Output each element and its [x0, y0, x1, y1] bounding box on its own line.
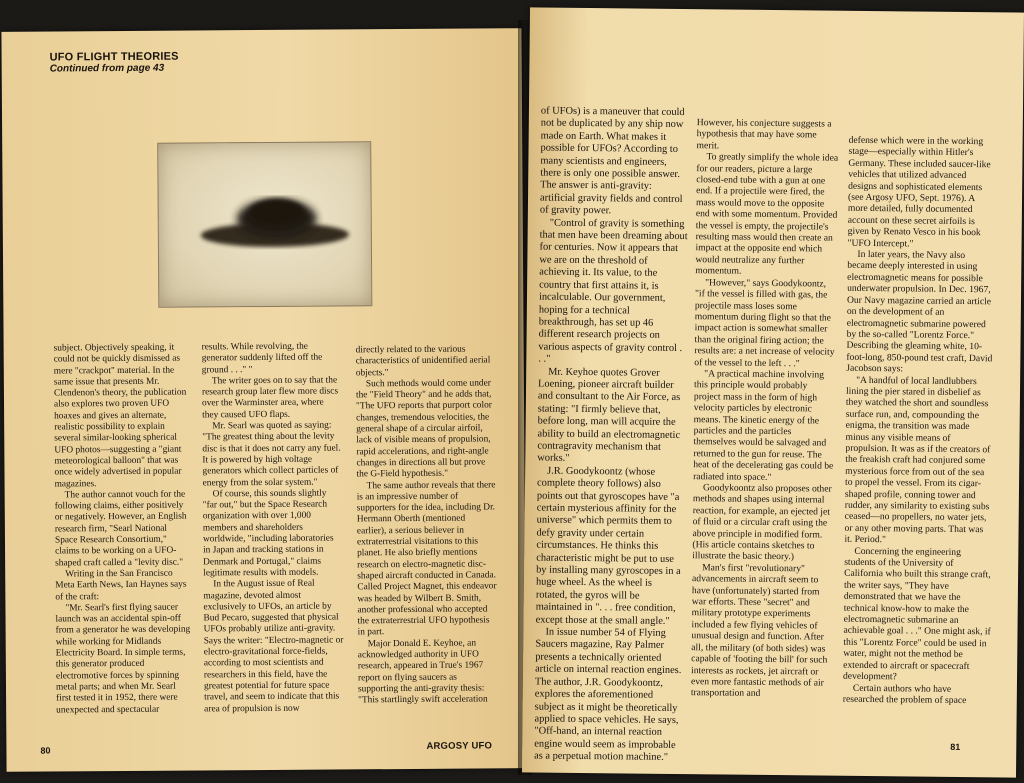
paragraph: The same author reveals that there is an impressive number of supporters for the idea, including Dr. Hermann Oberth (mentioned earlier), a serious believer in extraterrestrial visitations to this planet. He also briefly mentions research on electro-magnetic disc-shaped aircraft conducted in Canada. Called Project Magnet, this endeavor was headed by Wilbert B. Smith, another professional who accepted the extraterrestrial UFO hypothesis in part. — [356, 479, 497, 638]
paragraph: results. While revolving, the generator suddenly lifted off the ground . . ." " — [201, 341, 323, 376]
paragraph: "A handful of local landlubbers lining the pier stared in disbelief as they watched the short and soundless surface run, and, compounding the enigma, the transition was made minus any visible means of propulsion. It was as if the creators of the freakish craft had conjured some mysterious force from out of the sea to propel the vessel. From its cigar-shaped profile, conning tower and rudder, any similarity to existing subs ceased—no propellers, no water jets, or any other moving parts. That was it. Period." — [844, 374, 991, 546]
right-column-3 — [842, 135, 996, 737]
paragraph: Certain authors who have researched the problem of space — [842, 682, 967, 706]
paragraph: Of course, this sounds slightly "far out," but the Space Research organization with over 1,000 members and shareholders worldwide, "including laboratories in Japan and tracking stations in Denmark and Portugal," claims legitimate results with models. — [202, 488, 334, 579]
paragraph: "A practical machine involving this principle would probably project mass in the form of high velocity particles by electronic means. The kinetic energy of the particles and the particles themselves would be salvaged and returned to the gun for reuse. The heat of the decelerating gas could be radiated into space." — [693, 368, 834, 483]
paragraph: of UFOs) is a maneuver that could not be duplicated by any ship now made on Earth. What makes it possible for UFOs? According to many scientists and engineers, there is only one possible answer. The answer is anti-gravity: artificial gravity fields and control of gravity power. — [539, 105, 685, 217]
paragraph: Major Donald E. Keyhoe, an acknowledged authority in UFO research, appeared in True's 1967 report on flying saucers as supporting the anti-gravity thesis: "This startlingly swift acceleration — [357, 638, 488, 706]
paragraph: "Control of gravity is something that men have been dreaming about for centuries. Now it appears that we are on the threshold of achieving it. Its value, to the country that first attains it, is incalculable. Our government, hoping for a technical breakthrough, has set up 46 different research projects on various aspects of gravity control . . ." — [538, 217, 688, 365]
right-column-2 — [690, 117, 839, 768]
left-column-1 — [54, 343, 193, 749]
paragraph: The writer goes on to say that the research group later flew more discs over the Warminster area, where they caused UFO flaps. — [201, 375, 339, 421]
header-title: UFO FLIGHT THEORIES — [49, 50, 179, 64]
page-number-left: 80 — [40, 745, 51, 756]
paragraph: Mr. Searl was quoted as saying: "The greatest thing about the levity disc is that it does not carry any fuel. It is powered by high voltage generators which collect particles of energy from the solar system." — [202, 420, 341, 488]
header-continued: Continued from page 43 — [49, 62, 165, 75]
paragraph: Mr. Keyhoe quotes Grover Loening, pioneer aircraft builder and consultant to the Air Force, as stating: "I firmly believe that, before long, man will acquire the ability to build an electromagnetic contragravity mechanism that works." — [537, 366, 681, 465]
paragraph: In the August issue of Real magazine, devoted almost exclusively to UFOs, an article by Bud Pecaro, suggested that physical UFOs probably utilize anti-gravity. Says the writer: "Electro-magnetic or electro-gravitational force-fields, according to most scientists and researchers in this field, have the greatest potential for future space travel, and seem to indicate that this area of propulsion is now — [203, 578, 344, 714]
left-column-3 — [356, 344, 499, 745]
flying-saucer-image — [158, 142, 371, 306]
magazine-footer-title: ARGOSY UFO — [426, 740, 493, 752]
paragraph: Writing in the San Francisco Meta Earth News, Ian Haynes says of the craft: — [55, 568, 187, 602]
article-header — [50, 51, 179, 75]
right-column-1 — [534, 106, 689, 768]
left-magazine-page — [1, 28, 526, 772]
paragraph: subject. Objectively speaking, it could not be quickly dismissed as mere "crackpot" material. In the same issue that presents Mr. Clendenon's theory, the publication also explores two proven UFO hoaxes and gives an alternate, realistic possibility to explain several similar-looking spherical UFO photos—suggesting a "giant meteorological balloon" that was once widely advertised in popular magazines. — [53, 342, 187, 490]
page-number-right: 81 — [950, 741, 961, 752]
paragraph: However, his conjecture suggests a hypothesis that may have some merit. — [696, 117, 832, 152]
paragraph: Concerning the engineering students of the University of California who built this strange craft, the writer says, "They have demonstrated that we have the technical know-how to make the electromagnetic submarine an achievable goal . . ." One might ask, if this "Lorentz Force" could be used in water, might not the method be extended to aircraft or spacecraft development? — [842, 545, 991, 683]
left-column-2 — [202, 341, 345, 747]
paragraph: "However," says Goodykoontz, "if the vessel is filled with gas, the projectile mass loses some momentum during flight so that the impact action is somewhat smaller than the original firing action; the results are: a net increase of velocity of the vessel to the left . . ." — [694, 276, 835, 369]
right-magazine-page — [522, 7, 1024, 777]
paragraph: Goodykoontz also proposes other methods and shapes using internal reaction, for example, an ejected jet of fluid or a circular craft using the above principle in modified form. (His article contains sketches to illustrate the basic theory.) — [692, 482, 832, 563]
paragraph: Man's first "revolutionary" advancements in aircraft seem to have (unfortunately) started from war efforts. These "secret" and military prototype experiments included a few flying vehicles of unusual design and function. After all, the military (of both sides) was capable of 'footing the bill' for such interests as rockets, jet aircraft or even more fantastic methods of air transportation and — [690, 562, 828, 700]
paragraph: J.R. Goodykoontz (whose complete theory follows) also points out that gyroscopes have "a certain mysterious affinity for the universe" which permits them to defy gravity under certain circumstances. He thinks this characteristic might be put to use by installing many gyroscopes in a huge wheel. As the wheel is rotated, the gyros will be maintained in ". . . free condition, except those at the small angle." — [535, 465, 681, 627]
paragraph: Such methods would come under the "Field Theory" and he adds that, "The UFO reports that purport color changes, tremendous velocities, the general shape of a circular airfoil, lack of visible means of propulsion, rapid accelerations, and right-angle changes in directions all but prove the G-Field hypothesis." — [355, 378, 492, 480]
paragraph: In later years, the Navy also became deeply interested in using electromagnetic means for possible underwater propulsion. In Dec. 1967, Our Navy magazine carried an article on the development of an electromagnetic submarine powered by the so-called "Lorentz Force." Describing the gleaming white, 10-foot-long, 850-pound test craft, David Jacobson says: — [846, 248, 993, 375]
paragraph: The author cannot vouch for the following claims, either positively or negatively. However, an English research firm, "Searl National Space Research Consortium," claims to be working on a UFO-shaped craft called a "levity disc." — [54, 489, 187, 569]
paragraph: To greatly simplify the whole idea for our readers, picture a large closed-end tube with a gun at one end. If a projectile were fired, the mass would move to the opposite end with some momentum. Provided the vessel is empty, the projectile's resulting mass would then create an impact at the opposite end which would neutralize any further momentum. — [695, 151, 839, 277]
paragraph: directly related to the various characteristics of unidentified aerial objects." — [355, 344, 491, 378]
paragraph: "Mr. Searl's first flying saucer launch was an accidental spin-off from a generator he was developing while working for Midlands Electricity Board. In simple terms, this generator produced electromotive forces by spinning metal parts; and when Mr. Searl first tested it in 1952, there were unexpected and spectacular — [55, 602, 191, 715]
paragraph: In issue number 54 of Flying Saucers magazine, Ray Palmer presents a technically oriented article on internal reaction engines. The author, J.R. Goodykoontz, explores the aforementioned subject as it might be theoretically applied to space vehicles. He says, "Off-hand, an internal reaction engine would seem as improbable as a perpetual motion machine." — [534, 626, 682, 764]
ufo-photograph — [157, 141, 372, 307]
paragraph: defense which were in the working stage—especially within Hitler's Germany. These included saucer-like vehicles that utilized advanced designs and sophisticated elements (see Argosy UFO, Sept. 1976). A more detailed, fully documented account on these secret airfoils is given by Renato Vesco in his book "UFO Intercept." — [847, 134, 991, 250]
